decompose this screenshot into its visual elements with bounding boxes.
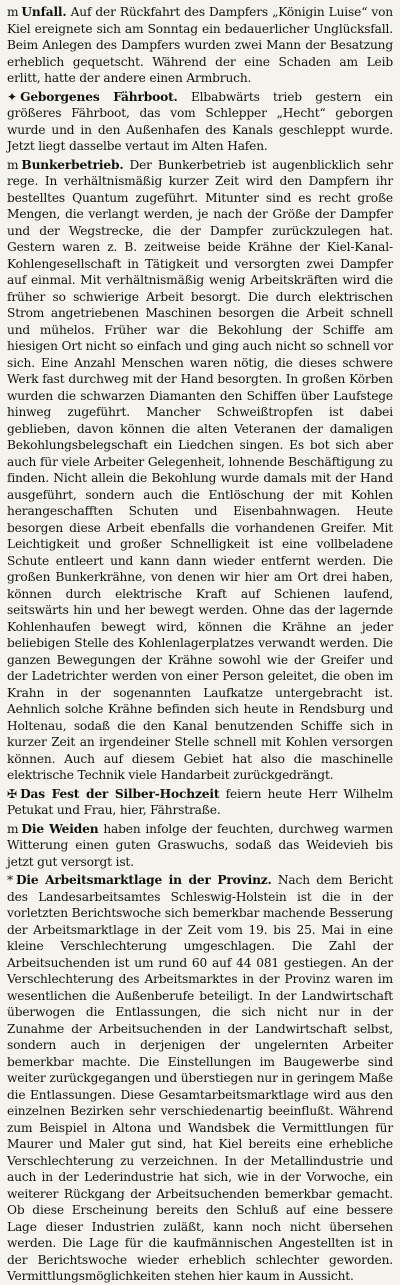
article-body: Nach dem Bericht des Landesarbeitsamtes Schleswig-Holstein ist die in der vorletzten Berichtswoche sich bemerkbar machende Besserung der Arbeitsmarktlage in der Zeit vom 19. bis 25. Mai in eine kleine Verschlechterung umgeschlagen. Die Zahl der Arbeitsuchenden ist um rund 60 auf 44 081 gestiegen. An der Verschlechterung des Arbeitsmarktes in der Provinz waren im wesentlichen die Außenberufe beteiligt. In der Landwirtschaft überwogen die Entlassungen, die sich nicht nur in der Zunahme der Arbeitsuchenden in der Landwirtschaft selbst, sondern auch in derjenigen der ungelernten Arbeiter bemerkbar machte. Die Einstellungen im Baugewerbe sind weiter zurückgegangen und überstiegen nur in geringem Maße die Entlassungen. Diese Gesamtarbeitsmarktlage wird aus den einzelnen Bezirken sehr verschiedenartig beeinflußt. Während zum Beispiel in Altona und Wandsbek die Vermittlungen für Maurer und Maler gut sind, hat Kiel bereits eine erhebliche Verschlechterung zu verzeichnen. In der Metallindustrie und auch in der Lederindustrie hat sich, wie in der Vorwoche, ein weiterer Rückgang der Arbeitsuchenden bemerkbar gemacht. Ob diese Erscheinung bereits den Schluß auf eine bessere Lage dieser Industrien zuläßt, kann noch nicht übersehen werden. Die Lage für die kaufmännischen Angestellten ist in der Berichtswoche wieder erheblich schlechter geworden. Vermittlungsmöglichkeiten stehen hier kaum in Aussicht. xyxy=(7,873,393,1283)
article-body: feiern heute Herr Wilhelm Petukat und Frau, hier, Fährstraße. xyxy=(7,786,393,817)
article-silberhochzeit xyxy=(7,786,393,819)
article-faehrboot xyxy=(7,89,393,155)
article-marker: m xyxy=(7,157,19,172)
article-marker: ✠ xyxy=(7,786,18,801)
article-body: Der Bunkerbetrieb ist augenblicklich sehr rege. In verhältnismäßig kurzer Zeit wird den Dampfern ihr bestelltes Quantum zugeführt. Mitunter sind es recht große Mengen, die verlangt werden, je nach der Größe der Dampfer und der Wegstrecke, die der Dampfer zurückzulegen hat. Gestern waren z. B. zeitweise beide Krähne der Kiel-Kanal-Kohlengesellschaft in Tätigkeit und versorgten zwei Dampfer auf einmal. Mit verhältnismäßig wenig Arbeitskräften wird die früher so schwierige Arbeit besorgt. Die durch elektrischen Strom angetriebenen Maschinen besorgen die Arbeit schnell und mühelos. Früher war die Bekohlung der Schiffe am hiesigen Ort nicht so einfach und ging auch nicht so schnell vor sich. Eine Anzahl Menschen waren nötig, die dieses schwere Werk fast durchweg mit der Hand besorgten. In großen Körben wurden die schwarzen Diamanten den Schiffen über Laufstege hinweg zugeführt. Mancher Schweißtropfen ist dabei geblieben, davon können die alten Veteranen der damaligen Bekohlungsbelegschaft ein Liedchen singen. Es bot sich aber auch für viele Arbeiter Gelegenheit, lohnende Beschäftigung zu finden. Nicht allein die Bekohlung wurde damals mit der Hand ausgeführt, sondern auch die Entlöschung der mit Kohlen herangeschafften Schuten und Eisenbahnwagen. Heute besorgen diese Arbeit ebenfalls die vorhandenen Greifer. Mit Leichtigkeit und großer Schnelligkeit ist eine vollbeladene Schute entleert und kann dann wieder entfernt werden. Die großen Bunkerkrähne, von denen wir hier am Ort drei haben, können durch elektrische Kraft auf Schienen laufend, seitswärts hin und her bewegt werden. Ohne das der lagernde Kohlenhaufen bewegt wird, können die Krähne an jeder beliebigen Stelle des Kohlenlagerplatzes verwandt werden. Die ganzen Bewegungen der Krähne sowohl wie der Greifer und der Ladetrichter werden von einer Person geleitet, die oben im Krahn in der sogenannten Laufkatze untergebracht ist. Aehnlich solche Krähne befinden sich heute in Rendsburg und Holtenau, sodaß die den Kanal benutzenden Schiffe sich in kurzer Zeit an irgendeiner Stelle schnell mit Kohlen versorgen können. Auch auf diesem Gebiet hat also die maschinelle elektrische Technik viele Handarbeit zurückgedrängt. xyxy=(7,157,393,782)
article-heading: Die Arbeitsmarktlage in der Provinz. xyxy=(15,873,272,887)
article-marker: ✦ xyxy=(7,89,18,104)
article-heading: Geborgenes Fährboot. xyxy=(20,89,178,104)
article-arbeitsmarkt xyxy=(7,872,393,1285)
article-marker: m xyxy=(7,5,19,19)
article-marker: m xyxy=(7,821,19,836)
article-body: haben infolge der feuchten, durchweg warmen Witterung einen guten Graswuchs, sodaß das Weidevieh bis jetzt gut versorgt ist. xyxy=(7,821,393,869)
article-bunkerbetrieb xyxy=(7,157,393,784)
article-body: Elbabwärts trieb gestern ein größeres Fährboot, das vom Schlepper „Hecht“ geborgen wurde und in den Außenhafen des Kanals geschleppt wurde. Jetzt liegt dasselbe vertaut im Alten Hafen. xyxy=(7,89,393,153)
article-unfall xyxy=(7,4,393,87)
article-heading: Die Weiden xyxy=(21,821,99,836)
article-marker: * xyxy=(7,873,13,887)
article-heading: Das Fest der Silber-Hochzeit xyxy=(20,786,220,801)
article-heading: Unfall. xyxy=(21,5,67,19)
article-heading: Bunkerbetrieb. xyxy=(21,157,124,172)
article-weiden xyxy=(7,821,393,871)
article-body: Auf der Rückfahrt des Dampfers „Königin Luise“ von Kiel ereignete sich am Sonntag ein bedauerlicher Unglücksfall. Beim Anlegen des Dampfers wurden zwei Mann der Besatzung erheblich gequetscht. Während der eine Schaden am Leib erlitt, hatte der andere einen Armbruch. xyxy=(7,5,393,85)
